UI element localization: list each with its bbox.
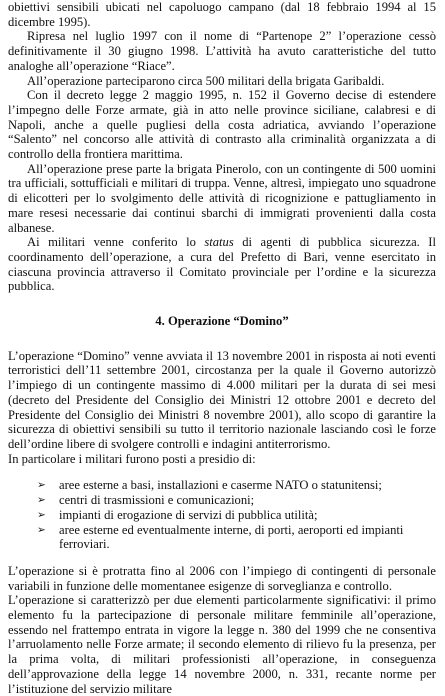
bullet-list — [8, 478, 436, 552]
arrow-bullet-icon: ➢ — [37, 494, 46, 507]
list-item: ➢ centri di trasmissioni e comunicazioni; — [37, 493, 255, 508]
section-heading: 4. Operazione “Domino” — [155, 314, 289, 329]
paragraph-salento: Con il decreto legge 2 maggio 1995, n. 152 il Governo decise di estendere l’impegno delle Forze armate, già in atto nelle province siciliane, calabresi e di Napoli, anche a quelle pugliesi della costa adriatica, avviando l’operazione “Salento” nel concorso alle attività di contrasto alla criminalità organizzata a di controllo della frontiera marittima. — [8, 88, 436, 162]
paragraph-elementi: L’operazione si caratterizzò per due elementi particolarmente significativi: il primo elemento fu la partecipazione di personale militare femminile all’operazione, essendo nel frattempo entrata in vigore la legge n. 380 del 1999 che ne consentiva l’arruolamento nelle Forze armate; il secondo elemento di rilievo fu la presenza, per la prima volta, di militari professionisti all’operazione, in conseguenza dell’approvazione della legge 14 novembre 2000, n. 331, recante norme per l’istituzione del servizio militare — [8, 593, 436, 696]
spacer — [8, 466, 436, 478]
spacer — [8, 552, 436, 564]
paragraph-pinerolo: All’operazione prese parte la brigata Pinerolo, con un contingente di 500 uomini tra ufficiali, sottufficiali e militari di truppa. Venne, altresì, impiegato uno squadrone di elicotteri per lo svolgimento delle attività di ricognizione e pattugliamento in mare resesi necessarie dai continui sbarchi di immigrati provenienti dalla costa albanese. — [8, 161, 436, 235]
status-text-after: di agenti di pubblica sicurezza. Il coordinamento dell’operazione, a cura del Prefetto di Bari, venne esercitato in ciascuna provincia attraverso il Comitato provinciale per l’ordine e la sicurezza pubblica. — [8, 235, 436, 294]
spacer — [8, 329, 436, 349]
list-item: ➢ impianti di erogazione di servizi di pubblica utilità; — [37, 507, 318, 522]
paragraph-domino-presidio: In particolare i militari furono posti a presidio di: — [8, 451, 256, 466]
arrow-bullet-icon: ➢ — [37, 523, 46, 536]
paragraph-partenope-end: obiettivi sensibili ubicati nel capoluogo campano (dal 18 febbraio 1994 al 15 dicembre 1995). — [8, 0, 436, 29]
paragraph-protratta: L’operazione si è protratta fino al 2006 con l’impiego di contingenti di personale variabili in funzione delle momentanee esigenze di sorveglianza e controllo. — [8, 563, 436, 593]
arrow-bullet-icon: ➢ — [37, 508, 46, 521]
status-text-before: Ai militari venne conferito lo — [27, 235, 205, 250]
paragraph-garibaldi: All’operazione parteciparono circa 500 militari della brigata Garibaldi. — [27, 73, 385, 88]
paragraph-partenope-2: Ripresa nel luglio 1997 con il nome di “Partenope 2” l’operazione cessò definitivamente il 30 giugno 1998. L’attività ha avuto caratteristiche del tutto analoghe all’operazione “Riace”. — [8, 29, 436, 73]
status-word: status — [204, 235, 234, 250]
spacer — [8, 294, 436, 314]
paragraph-status — [8, 235, 436, 294]
list-item: ➢ aree esterne ed eventualmente interne, di porti, aeroporti ed impianti ferroviari. — [37, 522, 404, 552]
list-item: ➢ aree esterne a basi, installazioni e caserme NATO o statunitensi; — [37, 478, 382, 493]
paragraph-domino-intro: L’operazione “Domino” venne avviata il 13 novembre 2001 in risposta ai noti eventi terroristici dell’11 settembre 2001, circostanza per la quale il Governo autorizzò l’impiego di un contingente massimo di 4.000 militari per la durata di sei mesi (decreto del Presidente del Consiglio dei Ministri 12 ottobre 2001 e decreto del Presidente del Consiglio dei Ministri 8 novembre 2001), allo scopo di garantire la sicurezza di obiettivi sensibili su tutto il territorio nazionale lasciando così le forze dell’ordine libere di svolgere controlli e indagini antiterrorismo. — [8, 348, 436, 451]
arrow-bullet-icon: ➢ — [37, 479, 46, 492]
